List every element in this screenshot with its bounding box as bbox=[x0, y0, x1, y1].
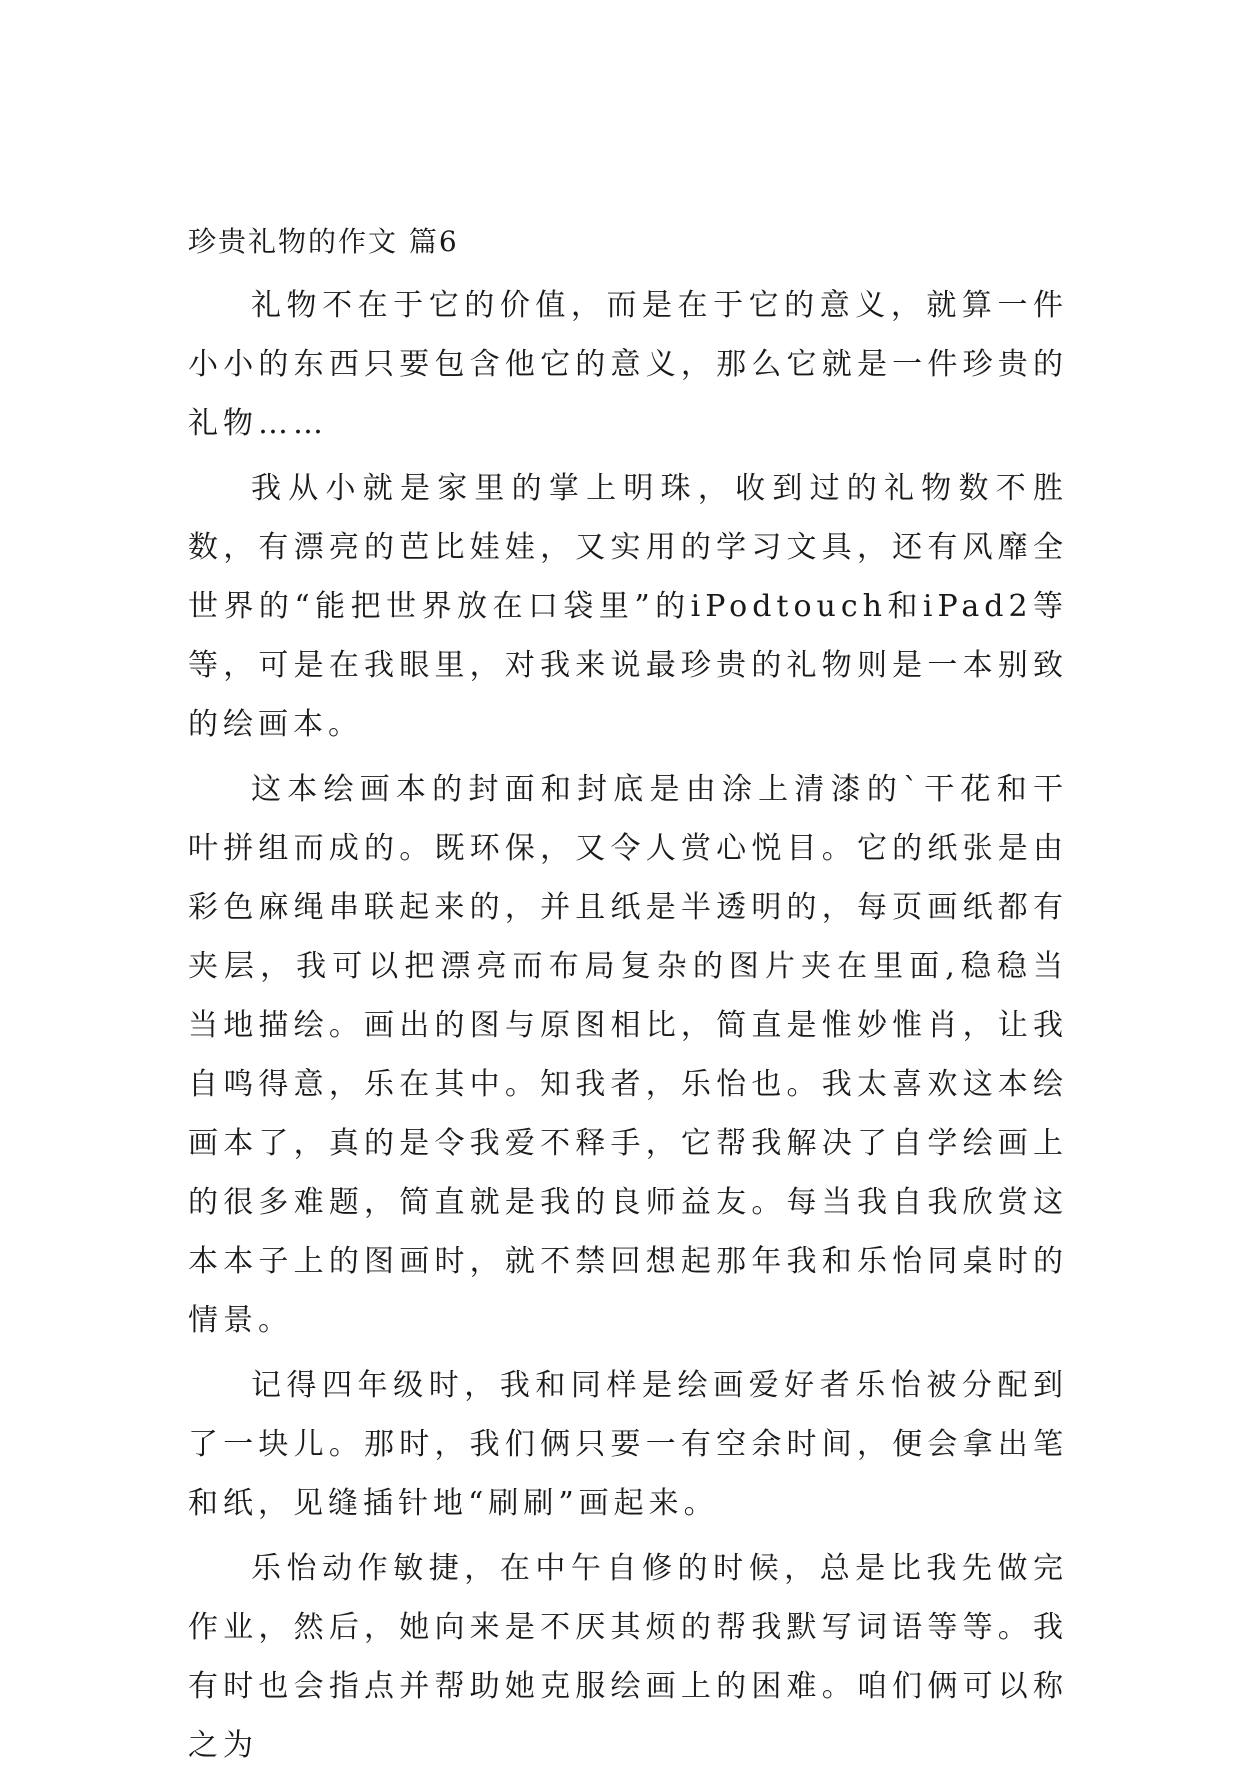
paragraph-drawing-book: 这本绘画本的封面和封底是由涂上清漆的`干花和干叶拼组而成的。既环保，又令人赏心悦目。它的纸张是由彩色麻绳串联起来的，并且纸是半透明的，每页画纸都有夹层，我可以把漂亮而布局复杂的图片夹在里面,稳稳当当地描绘。画出的图与原图相比，简直是惟妙惟肖，让我自鸣得意，乐在其中。知我者，乐怡也。我太喜欢这本绘画本了，真的是令我爱不释手，它帮我解决了自学绘画上的很多难题，简直就是我的良师益友。每当我自我欣赏这本本子上的图画时，就不禁回想起那年我和乐怡同桌时的情景。 bbox=[188, 772, 1068, 1338]
document-body bbox=[188, 222, 1068, 1775]
paragraph-intro: 礼物不在于它的价值，而是在于它的意义，就算一件小小的东西只要包含他它的意义，那么它就是一件珍贵的礼物…… bbox=[188, 288, 1068, 441]
paragraph-fourth-grade: 记得四年级时，我和同样是绘画爱好者乐怡被分配到了一块儿。那时，我们俩只要一有空余时间，便会拿出笔和纸，见缝插针地“刷刷”画起来。 bbox=[188, 1368, 1068, 1521]
paragraph-gifts: 我从小就是家里的掌上明珠，收到过的礼物数不胜数，有漂亮的芭比娃娃，又实用的学习文具，还有风靡全世界的“能把世界放在口袋里”的iPodtouch和iPad2等等，可是在我眼里，对我来说最珍贵的礼物则是一本别致的绘画本。 bbox=[188, 471, 1068, 742]
document-title: 珍贵礼物的作文 篇6 bbox=[188, 225, 459, 258]
paragraph-leyi: 乐怡动作敏捷，在中午自修的时候，总是比我先做完作业，然后，她向来是不厌其烦的帮我默写词语等等。我有时也会指点并帮助她克服绘画上的困难。咱们俩可以称之为 bbox=[188, 1551, 1068, 1763]
